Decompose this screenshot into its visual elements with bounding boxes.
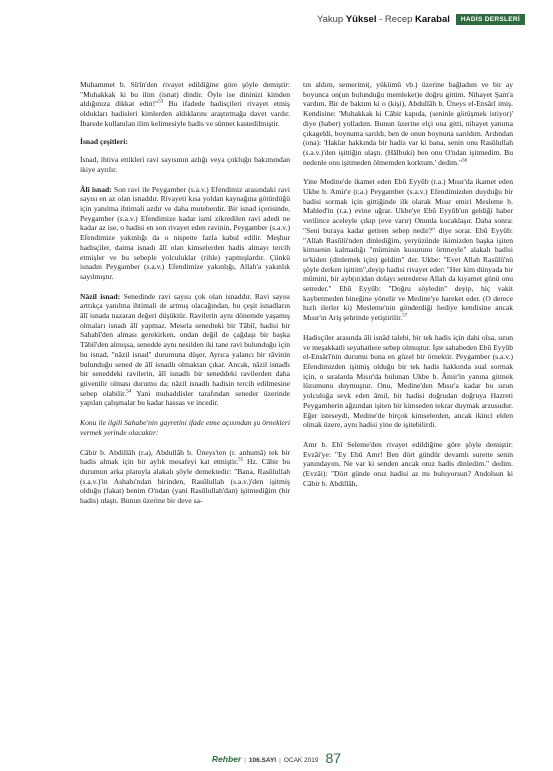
section-badge: HADİS DERSLERİ — [456, 14, 525, 25]
left-column — [80, 80, 290, 514]
nazil-isnad-text: Senedinde ravi sayısı çok olan isnaddır. Ravi sayısı arttıkça yanılma ihtimali de artmış olacağından, bu çeşit isnadların âlî isnada nazaran değeri düşüktür. Ravilerin aynı dönemde yaşamış olmaları isnadı âlî yapmaz. Mesela senedteki bir Tâbiî, hadisi bir Sahabî'den alması gerekirken, ondan değil de çağdaşı bir başka Tâbiî'den almışsa, senedde aynı nesilden iki tane ravi bulunduğu için bu isnad, "nâzil isnad" durumuna düşer. Ayrıca yalancı bir râvinin bulunduğu sened de âlî isnadlı olmaktan çıkar. Ancak, nâzil isnadlı bir seneddeki ravilerin, âlî isnadlı bir seneddeki ravilerden daha güvenilir olması durumu da; nâzil isnadlı hadisin tercih edilmesine sebep olabilir. — [80, 291, 291, 398]
ali-isnad-text: Son ravi ile Peygamber (s.a.v.) Efendimiz arasındaki ravi sayısı en az olan isnaddır. Rivayeti kısa yoldan kaynağına götürdüğü için yanılma ihtimali azdır ve daha muteberdir. Bir isnad içerisinde, Peygamber (s.a.v.) Efendimize kadar ismi zikredilen ravi adedi ne kadar az ise, o hadisi en son rivayet eden ravinin, Peygamber (s.a.v.) Efendimize yakınlığı da o nispette fazla kabul edilir. Meşhur hadisçiler, daima isnadı âlî olan kimselerden hadis almayı tercih etmişler ve bu sebeple yolculuklar (rihle) yapmışlardır. Çünkü isnadın Peygamber (s.a.v.) Efendimize yakınlığı, Allah'a yakınlık sayılmıştır. — [80, 184, 290, 281]
ali-isnad-paragraph — [80, 185, 290, 282]
right-text-1: tın aldım, semerimi(, yükümü vb.) üzerine bağladım ve bir ay boyunca on(un bulunduğu memleket)e doğru gittim. Nihayet Şam'a vardım. Bir de baktım ki o (kişi), Abdullâh b. Üneys el-Ensârî imiş. Kendisine: 'Muhakkak ki Câbir kapıda, (seninle görüşmek istiyor)' diye (haber) yolladım. Bunun üzerine elçi ona gitti, nihayet yanıma çıkageldi, boynuma sarıldı, ben de onun boynuna sarıldım. Ardından (ona): 'Haklar hakkında bir hadis var ki bana, senin onu Rasûlullah (s.a.v.)'den işittiğin ulaştı. (Hâlbuki) ben onu O'ndan işitmedim. Bu nedenle onu işitmeden ölmemden korktum.' dedim." — [303, 80, 513, 167]
footnote-ref: 54 — [126, 389, 132, 395]
footnote-ref: 55 — [238, 457, 244, 463]
heading-paragraph: İsnad, ihtiva ettikleri ravi sayısının azlığı veya çokluğu bakımından ikiye ayrılır. — [80, 155, 290, 174]
magazine-logo: Rehber — [211, 754, 242, 764]
footer-separator: | — [244, 757, 246, 764]
right-paragraph-4: Amr b. Ebî Seleme'den rivayet edildiğine göre şöyle demiştir: Evzâi'ye: "Ey Ebû Amr! Ben dört gündür devamlı surette senin yanındayım. Ne var ki senden ancak otuz hadis dinledim." dedim. (Evzâi): "Dört günde otuz hadisi az mı buluyorsun? Andolsun ki Câbir b. Abdillâh, — [303, 439, 513, 488]
nazil-isnad-paragraph — [80, 292, 290, 408]
intro-text: Muhammet b. Sîrîn'den rivayet edildiğine göre şöyle demiştir: "Muhakkak ki bu ilim (isnat) dindir. Öyle ise dininizi kimden aldığınıza dikkat edin!" — [80, 80, 290, 109]
cabir-tail: Hz. Câbir bu durumun arka planıyla alakalı şöyle demektedir: "Bana, Rasûlullah (s.a.v.)'in Ashabı'ndan birinden, Rasûlullah (s.a.v.)'den işitmiş olduğu (fakat) benim O'ndan (yani Rasûlullah'dan) işitmediğim (bir hadis) ulaştı. Bunun üzerine bir deve sa- — [80, 457, 290, 506]
right-column — [303, 80, 513, 496]
page-footer — [0, 752, 553, 764]
authors-line — [317, 14, 450, 25]
page-header — [317, 14, 525, 25]
author-separator: - — [379, 14, 383, 25]
right-paragraph-1 — [303, 80, 513, 167]
italic-intro: Konu ile ilgili Sahabe'nin gayretini ifade etme açısından şu örnekleri vermek yerinde olacaktır: — [80, 418, 290, 437]
page-number: 87 — [325, 750, 342, 766]
section-heading: İsnad çeşitleri: — [80, 136, 128, 146]
intro-paragraph — [80, 80, 290, 129]
issue-number: 106.SAYI — [248, 757, 277, 764]
issue-date: OCAK 2019 — [283, 757, 319, 764]
nazil-isnad-term: Nâzil isnad: — [80, 291, 121, 301]
right-paragraph-2 — [303, 177, 513, 323]
footer-separator: | — [279, 757, 281, 764]
footnote-ref: 57 — [402, 313, 408, 319]
cabir-paragraph — [80, 448, 290, 506]
footnote-ref: 53 — [158, 99, 164, 105]
author2-first: Recep — [384, 14, 413, 25]
right-paragraph-3: Hadisçiler arasında âli isnâd talebi, bir tek hadis için dahi olsa, uzun ve meşakkatli seyahatlere sebep olmuştur. İşte sahabeden Ebû Eyyûb el-Ensârî'nin durumu buna en güzel bir örnektir. Peygamber (s.a.v.) Efendimizden işitmiş olduğu bir tek hadis hakkında sual sormak için, o sıralarda Mısır'da bulunan Ukbe b. Âmir'in yanına gitmek lüzumunu duymuştur. Onu, Medine'den Mısır'a kadar bu uzun yolculuğa sevk eden âmil, bir hadisi doğrudan doğruya Hazreti Peygamberin ağzından işiten bir kimseden tekrar duymak arzusudur. Eğer isteseydi, Medine'de birçok kimselerden, ancak ikinci elden olmak üzere, aynı hadisi yine de işitebilirdi. — [303, 332, 513, 430]
footnote-ref: 56 — [462, 158, 468, 164]
author2-last: Karabal — [415, 14, 450, 25]
author1-last: Yüksel — [345, 14, 377, 25]
right-text-2: Yine Medine'de ikamet eden Ebû Eyyûb (r.a.) Mısır'da ikamet eden Ukbe b. Amir'e (r.a.) Peygamber (s.a.v.) Efendimizden duyduğu bir hadisi sormak için gittiğinde ilk olarak Mısır emiri Mesleme b. Mahled'in (r.a.) evine uğrar. Ukbe'ye Ebû Eyyûb'un geldiği haber verilince aceleyle çıkıp (eve varır) Onunla kucaklaşır. Daha sonra: "Seni buraya kadar getiren sebep nedir?" diye sorar. Ebû Eyyûb: "Allah Rasûlü'nden dinlediğim, yeryüzünde ikimizden başka işiten kimsenin kalmadığı "müminin kusurunu örtmeyle" alakalı hadisi te'kiden (dinlemek için) geldim" der. Ukbe: "Evet Allah Rasûlü'nü şöyle derken işittim",deyip hadisi rivayet eder: "Her kim dünyada bir mümini, bir ayb(ın)dan dolayı setrederse Allah da kıyamet günü onu setreder." Ebû Eyyûb: "Doğru söyledin" deyip, hiç vakit kaybetmeden bineğine yönelir ve Medine'ye hareket eder. (O derece hızlı ilerler ki) Mesleme'nin gönderdiği hediye kendisine ancak Mısır'ın Ariş şehrinde yetiştirilir. — [303, 177, 513, 323]
intro-tail: Bu ifadede hadisçileri rivayet etmiş oldukları hadisleri kimlerden aldıklarını araştırmağa davet vardır. İbarede kullanılan ilim kelimesiyle hadis ve sünnet kastedilmiştir. — [80, 99, 290, 128]
cabir-text: Câbir b. Abdillâh (r.a), Abdullâh b. Üneys'ten (r. anhumâ) tek bir hadis almak için bir aylık mesafeyi kat etmiştir. — [80, 447, 290, 467]
nazil-isnad-tail: Yani muhaddisler tarafından seneder üzerinde yapılan çalışmalar bu kadar hassas ve incedir. — [80, 388, 291, 408]
ali-isnad-term: Âlî isnad: — [80, 184, 112, 194]
author1-first: Yakup — [316, 14, 344, 25]
